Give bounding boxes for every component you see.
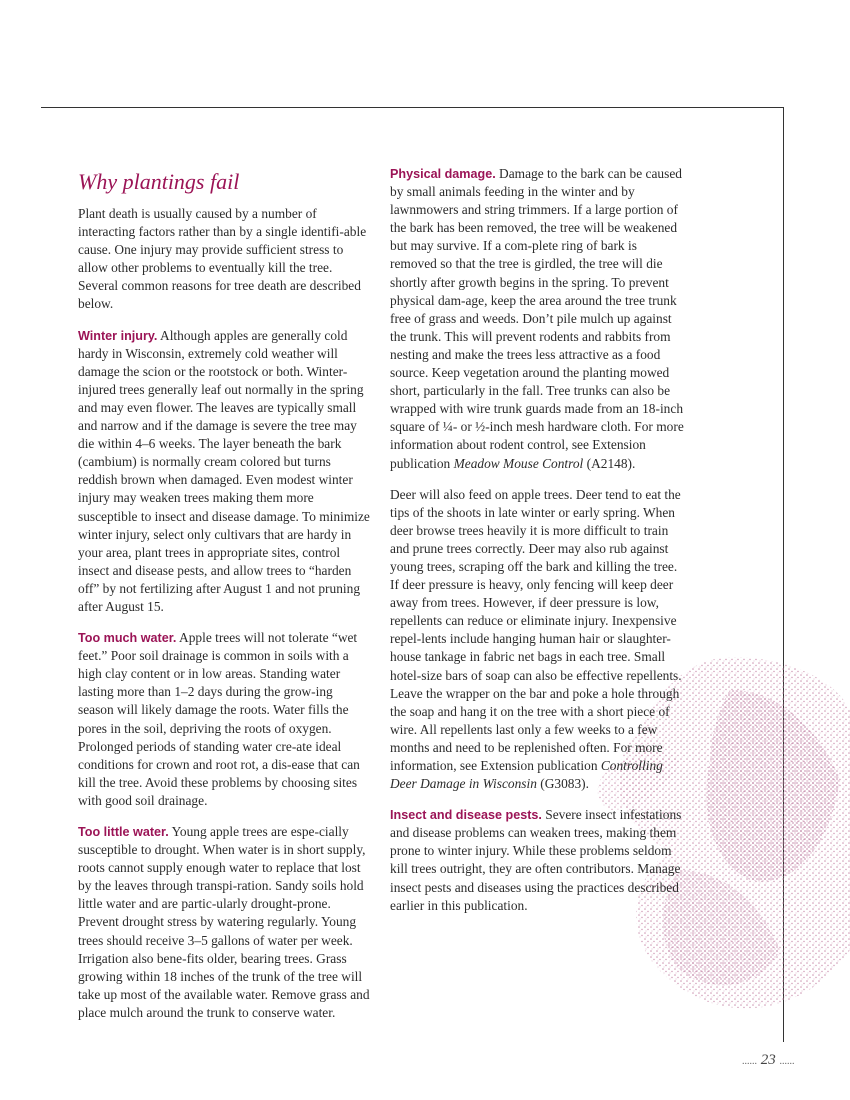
meadow-mouse-publication-title: Meadow Mouse Control <box>453 455 584 471</box>
physical-damage-body: Damage to the bark can be caused by small animals feeding in the winter and by lawnmowers and string trimmers. If a large portion of the bark has been removed, the tree will be weakened but may survive. If a com-plete ring of bark is removed so that the tree is girdled, the tree will die shortly after growth begins in the spring. To prevent physical dam-age, keep the area around the tree trunk free of grass and weeds. Don’t pile mulch up against the trunk. This will prevent rodents and rabbits from nesting and make the trees less attractive as a food source. Keep vegetation around the planting mowed short, particularly in the fall. Tree trunks can also be wrapped with wire trunk guards made from an 18-inch square of ¼- or ½-inch mesh hardware cloth. For more information about rodent control, see Extension publication <box>390 166 684 471</box>
page-footer <box>742 1052 795 1069</box>
deer-publication-title: Controlling Deer Damage in Wisconsin <box>390 758 663 792</box>
too-much-water-heading: Too much water. <box>78 631 177 646</box>
insect-disease-body: Severe insect infestations and disease problems can weaken trees, making them prone to winter injury. While these problems seldom kill trees outright, they are often contributors. Manage insect pests and diseases using the practices described earlier in this publication. <box>390 807 682 913</box>
too-little-water-paragraph <box>78 823 370 1022</box>
footer-dots-left: ...... <box>742 1056 757 1067</box>
deer-paragraph <box>390 486 686 794</box>
winter-injury-paragraph <box>78 327 370 617</box>
insect-disease-heading: Insect and disease pests. <box>390 808 542 823</box>
too-much-water-body: Apple trees will not tolerate “wet feet.” Poor soil drainage is common in soils with a high clay content or in low areas. Standing water lasting more than 1–2 days during the grow-ing season will likely damage the roots. Water fills the pores in the soil, depriving the roots of oxygen. Prolonged periods of standing water cre-ate ideal conditions for crown and root rot, a dis-ease that can kill the tree. Avoid these problems by choosing sites with good soil drainage. <box>78 630 360 808</box>
physical-damage-heading: Physical damage. <box>390 167 496 181</box>
deer-body: Deer will also feed on apple trees. Deer tend to eat the tips of the shoots in late winter or early spring. When deer browse trees heavily it is more difficult to train and prune trees correctly. Deer may also rub against young trees, scraping off the bark and killing the tree. If deer pressure is heavy, only fencing will keep deer away from trees. However, if deer pressure is low, repellents can reduce or eliminate injury. Inexpensive repel-lents include hanging human hair or slaughter-house tankage in fabric net bags in each tree. Small hotel-size bars of soap can also be effective repellents. Leave the wrapper on the bar and poke a hole through the soap and hang it on the tree with a short piece of wire. All repellents last only a few weeks to a few months and need to be replenished often. For more information, see Extension publication <box>390 486 682 773</box>
physical-damage-paragraph <box>390 165 686 473</box>
left-column <box>78 165 370 1035</box>
winter-injury-heading: Winter injury. <box>78 328 158 343</box>
too-little-water-heading: Too little water. <box>78 825 169 839</box>
winter-injury-body: Although apples are generally cold hardy in Wisconsin, extremely cold weather will damage the scion or the rootstock or both. Winter-injured trees generally leaf out normally in the spring and may even flower. The leaves are typically small and narrow and if the damage is severe the tree may die within 4–6 weeks. The layer beneath the bark (cambium) is normally cream colored but turns reddish brown when damaged. Even modest winter injury may weaken trees making them more susceptible to insect and disease damage. To minimize winter injury, select only cultivars that are hardy in your area, plant trees in appropriate sites, control insect and disease pests, and allow trees to “harden off” by not fertilizing after August 1 and not pruning after August 15. <box>78 327 370 614</box>
meadow-mouse-publication-code: (A2148). <box>583 455 636 471</box>
insect-disease-paragraph <box>390 806 686 915</box>
section-title: Why plantings fail <box>78 169 240 194</box>
too-much-water-paragraph <box>78 629 370 810</box>
too-little-water-body: Young apple trees are espe-cially susceptible to drought. When water is in short supply, roots cannot supply enough water to replace that lost by the leaves through transpi-ration. Sandy soils hold little water and are partic-ularly drought-prone. Prevent drought stress by watering regularly. Young trees should receive 3–5 gallons of water per week. Irrigation also bene-fits older, bearing trees. Grass growing within 18 inches of the trunk of the tree will take up most of the available water. Remove grass and place mulch around the trunk to conserve water. <box>78 824 370 1020</box>
page-number: 23 <box>760 1052 776 1068</box>
right-column <box>390 165 686 928</box>
top-rule <box>41 107 784 108</box>
deer-publication-code: (G3083). <box>536 776 589 792</box>
footer-dots-right: ...... <box>779 1056 795 1067</box>
intro-paragraph: Plant death is usually caused by a number of interacting factors rather than by a single identifi-able cause. One injury may provide sufficient stress to allow other problems to eventually kill the tree. Several common reasons for tree death are described below. <box>78 206 367 312</box>
